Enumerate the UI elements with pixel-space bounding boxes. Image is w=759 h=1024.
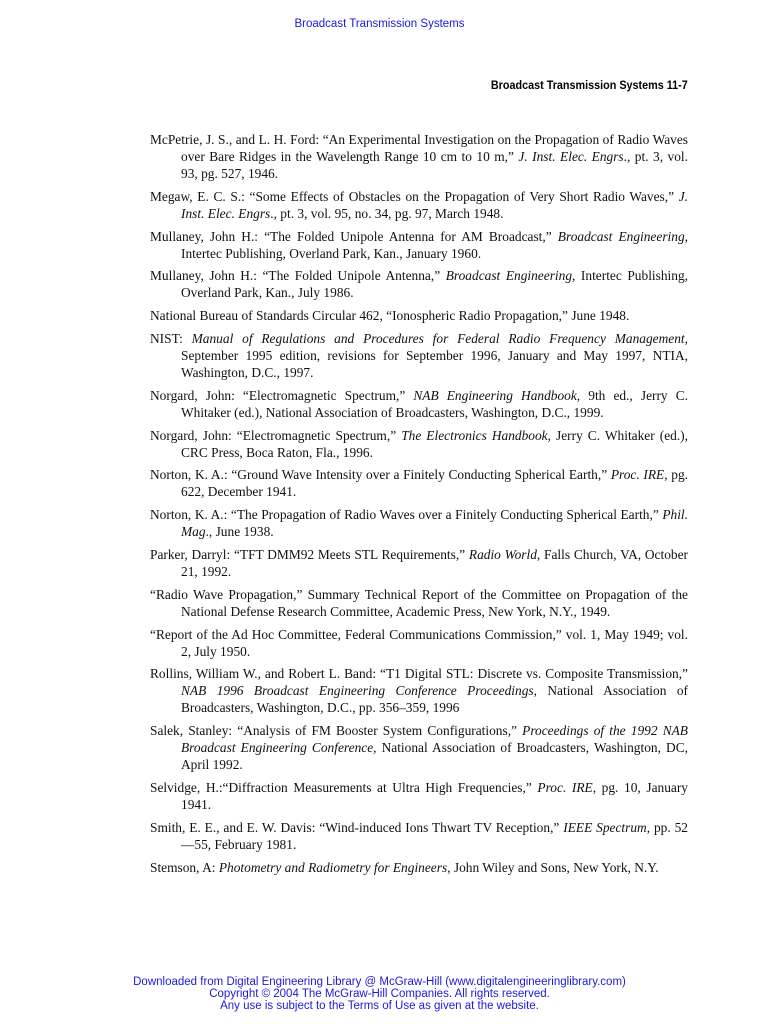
reference-title: Broadcast Engineering xyxy=(445,268,573,284)
reference-entry xyxy=(150,506,688,540)
reference-text: Mullaney, John H.: “The Folded Unipole Antenna for AM Broadcast,” xyxy=(150,228,558,244)
footer-download-link[interactable]: Downloaded from Digital Engineering Library @ McGraw-Hill (www.digitalengineeringlibrary.com) xyxy=(133,976,626,988)
reference-text: , September 1995 edition, revisions for September 1996, January and May 1997, NTIA, Washington, D.C., 1997. xyxy=(181,330,688,380)
reference-entry xyxy=(150,387,688,421)
footer-copyright: Copyright © 2004 The McGraw-Hill Companies. All rights reserved. xyxy=(209,988,550,1000)
reference-text: , Intertec Publishing, Overland Park, Kan., January 1960. xyxy=(181,228,688,261)
header-link[interactable]: Broadcast Transmission Systems xyxy=(294,18,465,30)
reference-text: Selvidge, H.:“Diffraction Measurements at Ultra High Frequencies,” xyxy=(150,779,538,795)
reference-text: ., June 1938. xyxy=(205,524,274,540)
reference-entry xyxy=(150,626,688,660)
reference-title: Phil. Mag xyxy=(181,507,688,540)
reference-entry xyxy=(150,131,688,182)
reference-text: , pp. 52—55, February 1981. xyxy=(181,819,688,852)
reference-entry xyxy=(150,819,688,853)
reference-text: Rollins, William W., and Robert L. Band: “T1 Digital STL: Discrete vs. Composite Transmission,” xyxy=(150,666,688,682)
reference-text: ., pt. 3, vol. 95, no. 34, pg. 97, March 1948. xyxy=(270,205,504,221)
reference-title: Manual of Regulations and Procedures for Federal Radio Frequency Management xyxy=(191,330,685,346)
reference-entry xyxy=(150,267,688,301)
reference-text: , National Association of Broadcasters, Washington, DC, April 1992. xyxy=(181,740,688,773)
reference-text: , National Association of Broadcasters, Washington, D.C., pp. 356–359, 1996 xyxy=(181,683,688,716)
reference-text: Smith, E. E., and E. W. Davis: “Wind-induced Ions Thwart TV Reception,” xyxy=(150,819,564,835)
reference-entry xyxy=(150,586,688,620)
reference-text: , Intertec Publishing, Overland Park, Kan., July 1986. xyxy=(181,268,688,301)
reference-text: , Falls Church, VA, October 21, 1992. xyxy=(181,546,688,579)
reference-title: J. Inst. Elec. Engrs xyxy=(181,188,688,221)
reference-entry xyxy=(150,859,688,876)
reference-text: Norgard, John: “Electromagnetic Spectrum,” xyxy=(150,387,414,403)
reference-entry xyxy=(150,427,688,461)
reference-text: , John Wiley and Sons, New York, N.Y. xyxy=(447,859,659,875)
reference-text: Norton, K. A.: “Ground Wave Intensity over a Finitely Conducting Spherical Earth,” xyxy=(150,467,611,483)
reference-title: J. Inst. Elec. Engrs xyxy=(518,149,624,164)
reference-entry xyxy=(150,546,688,580)
reference-text: , Jerry C. Whitaker (ed.), CRC Press, Boca Raton, Fla., 1996. xyxy=(181,427,688,460)
reference-text: Megaw, E. C. S.: “Some Effects of Obstacles on the Propagation of Very Short Radio Waves,” xyxy=(150,188,679,204)
reference-title: Proc. IRE xyxy=(610,467,665,483)
reference-text: National Bureau of Standards Circular 462, “Ionospheric Radio Propagation,” June 1948. xyxy=(150,308,630,324)
reference-text: 9th ed., Jerry C. Whitaker (ed.), National Association of Broadcasters, Washington, D.C., 1999. xyxy=(181,387,688,420)
reference-list xyxy=(150,131,688,881)
reference-entry xyxy=(150,722,688,773)
reference-entry xyxy=(150,330,688,381)
reference-entry xyxy=(150,779,688,813)
reference-text: Mullaney, John H.: “The Folded Unipole Antenna,” xyxy=(150,268,446,284)
reference-entry xyxy=(150,665,688,716)
reference-text: NIST: xyxy=(150,330,192,346)
running-head: Broadcast Transmission Systems 11-7 xyxy=(491,78,688,92)
footer-terms-link[interactable]: Any use is subject to the Terms of Use as given at the website. xyxy=(220,1000,539,1012)
reference-entry xyxy=(150,307,688,324)
reference-title: Radio World xyxy=(468,546,537,562)
reference-text: “Radio Wave Propagation,” Summary Technical Report of the Committee on Propagation of the National Defense Research Committee, Academic Press, New York, N.Y., 1949. xyxy=(150,586,688,619)
reference-text: , pg. 10, January 1941. xyxy=(181,779,689,812)
reference-text: Parker, Darryl: “TFT DMM92 Meets STL Requirements,” xyxy=(150,546,469,562)
reference-title: NAB Engineering Handbook, xyxy=(413,387,581,403)
reference-text: Salek, Stanley: “Analysis of FM Booster System Configurations,” xyxy=(150,723,523,739)
reference-title: NAB 1996 Broadcast Engineering Conference Proceedings xyxy=(181,683,534,699)
reference-title: Proceedings of the 1992 NAB Broadcast Engineering Conference xyxy=(181,723,688,756)
reference-text: “Report of the Ad Hoc Committee, Federal Communications Commission,” vol. 1, May 1949; vol. 2, July 1950. xyxy=(150,626,688,659)
reference-text: Stemson, A: xyxy=(150,859,219,875)
reference-title: Proc. IRE xyxy=(537,779,593,795)
reference-text: ., pt. 3, vol. 93, pg. 527, 1946. xyxy=(181,149,688,181)
reference-title: Photometry and Radiometry for Engineers xyxy=(218,859,448,875)
reference-title: Broadcast Engineering xyxy=(557,228,685,244)
reference-title: IEEE Spectrum xyxy=(563,819,647,835)
reference-text: Norgard, John: “Electromagnetic Spectrum,” xyxy=(150,427,402,443)
reference-entry xyxy=(150,228,688,262)
reference-text: McPetrie, J. S., and L. H. Ford: “An Experimental Investigation on the Propagation of Radio Waves over Bare Ridges in the Wavelength Range 10 cm to 10 m,” xyxy=(150,132,688,164)
reference-text: Norton, K. A.: “The Propagation of Radio Waves over a Finitely Conducting Spherical Earth,” xyxy=(150,507,663,523)
reference-entry xyxy=(150,466,688,500)
reference-title: The Electronics Handbook xyxy=(401,427,548,443)
reference-text: , pg. 622, December 1941. xyxy=(181,467,689,500)
reference-entry xyxy=(150,188,688,222)
footer xyxy=(0,976,759,1012)
